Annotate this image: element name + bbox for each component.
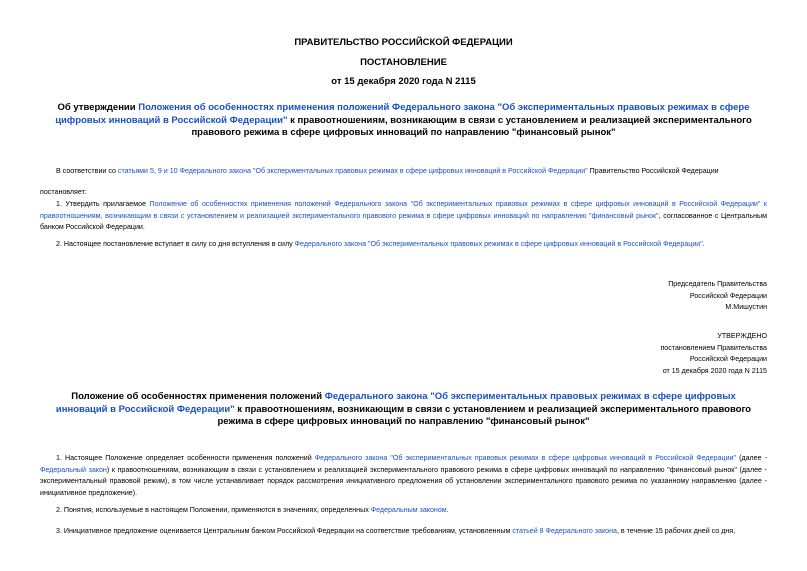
reg-title-suffix: к правоотношениям, возникающим в связи с установлением и реализацией экспериментального правового режима в сфере цифровых инноваций по направлению "финансовый рынок" (217, 403, 752, 427)
reg-item-1-law-link[interactable]: Федерального закона "Об экспериментальных правовых режимах в сфере цифровых инноваций в Российской Федерации" (314, 454, 737, 462)
approved-by: постановлением Правительства (660, 343, 767, 352)
reg-item-2-paragraph (40, 505, 767, 517)
reg-title-law-link[interactable]: Федерального закона "Об экспериментальных правовых режимах в сфере цифровых инноваций в Российской Федерации" (55, 391, 736, 415)
reg-item-3-article-link[interactable]: статьей 8 Федерального закона (512, 527, 617, 535)
reg-item-2-text: 2. Понятия, используемые в настоящем Положении, применяются в значениях, определенных (56, 506, 371, 514)
signature-body: Российской Федерации (689, 291, 767, 300)
signature-block (668, 279, 767, 314)
title-prefix: Об утверждении (57, 102, 139, 113)
item-1-text: 1. Утвердить прилагаемое (56, 200, 150, 208)
item-1-text-end: , согласованное с Центральным банком Российской Федерации. (40, 211, 767, 231)
preamble-text-end: Правительство Российской Федерации (587, 167, 719, 175)
signature-name: М.Мишустин (725, 303, 767, 311)
item-2-text: 2. Настоящее постановление вступает в силу со дня вступления в силу (56, 240, 295, 248)
reg-item-1-text-3: ) к правоотношениям, возникающим в связи с установлением и реализацией экспериментального правового режима в сфере цифровых инноваций по направлению "финансовый рынок" (далее - экспериментальный правовой режим), в том числе устанавливает порядок рассмотрения инициативного предложения об установлении экспериментального правового режима по указанному направлению (далее - инициативное предложение). (40, 465, 767, 497)
item-1-regulation-link[interactable]: Положение об особенностях применения положений Федерального закона "Об экспериментальных правовых режимах в сфере цифровых инноваций в Российской Федерации" к правоотношениям, возникающим в связи с установлением и реализацией экспериментального правового режима в сфере цифровых инноваций по направлению "финансовый рынок" (40, 200, 767, 220)
approved-block (660, 331, 767, 377)
reg-title-prefix: Положение об особенностях применения положений (71, 391, 325, 402)
reg-item-3-text-end: , в течение 15 рабочих дней со дня, (616, 527, 736, 535)
resolution-title (50, 102, 757, 140)
preamble-text: В соответствии со (56, 167, 118, 175)
approved-body: Российской Федерации (689, 355, 767, 363)
item-2-law-link[interactable]: Федерального закона "Об экспериментальных правовых режимах в сфере цифровых инноваций в Российской Федерации" (294, 240, 703, 248)
item-1-paragraph (40, 199, 767, 234)
approved-label: УТВЕРЖДЕНО (717, 332, 767, 340)
reg-item-1-paragraph (40, 453, 767, 499)
reg-item-3-paragraph (40, 526, 767, 538)
reg-item-3-text: 3. Инициативное предложение оценивается Центральным банком Российской Федерации на соответствие требованиям, установленным (56, 527, 513, 535)
preamble-paragraph (40, 166, 767, 178)
articles-link[interactable]: статьями 5, 9 и 10 Федерального закона "Об экспериментальных правовых режимах в сфере цифровых инноваций в Российской Федерации" (117, 167, 588, 175)
reg-item-1-text-2: (далее - (736, 454, 768, 462)
approved-date: от 15 декабря 2020 года N 2115 (662, 366, 767, 375)
government-heading: ПРАВИТЕЛЬСТВО РОССИЙСКОЙ ФЕДЕРАЦИИ (294, 37, 513, 48)
doc-type-heading: ПОСТАНОВЛЕНИЕ (360, 57, 447, 68)
title-regulation-link[interactable]: Положения об особенностях применения положений Федерального закона "Об экспериментальных правовых режимах в сфере цифровых инноваций в Российской Федерации" (55, 102, 750, 126)
item-2-text-end: . (702, 240, 705, 248)
signature-position: Председатель Правительства (668, 280, 767, 288)
title-suffix: к правоотношениям, возникающим в связи с установлением и реализацией экспериментального правового режима в сфере цифровых инноваций по направлению "финансовый рынок" (191, 114, 752, 138)
decides-label: постановляет: (40, 188, 87, 196)
reg-item-2-text-end: . (446, 506, 449, 514)
doc-date-number: от 15 декабря 2020 года N 2115 (331, 76, 476, 87)
reg-item-1-short-law-link[interactable]: Федеральный закон (40, 465, 107, 474)
item-2-paragraph (40, 239, 767, 251)
reg-item-2-law-link[interactable]: Федеральным законом (370, 506, 447, 514)
regulation-title (50, 391, 757, 429)
reg-item-1-text: 1. Настоящее Положение определяет особенности применения положений (56, 454, 315, 462)
